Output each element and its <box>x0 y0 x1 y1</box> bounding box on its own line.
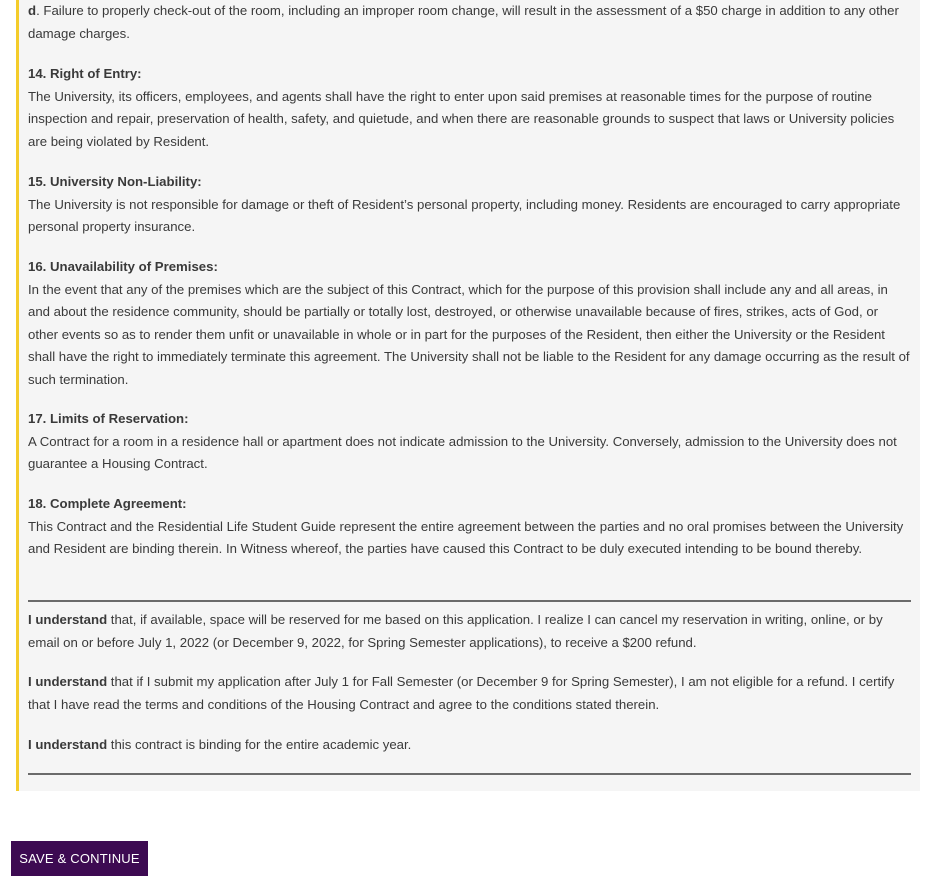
section-heading: 14. Right of Entry: <box>28 66 142 81</box>
section-body: The University is not responsible for damage or theft of Resident’s personal property, including money. Residents are encouraged to carry appropriate personal property insurance. <box>28 196 901 235</box>
section-body: In the event that any of the premises which are the subject of this Contract, which for the purpose of this provision shall include any and all areas, in and about the residence community, should be partially or totally lost, destroyed, or otherwise unavailable because of fires, strikes, acts of God, or other events so as to render them unfit or unavailable in whole or in part for the purposes of the Resident, then either the University or the Resident shall have the right to immediately terminate this agreement. The University shall not be liable to the Resident for any damage occurring as the result of such termination. <box>28 281 910 387</box>
contract-section-unavailability <box>28 256 911 392</box>
acknowledgement-refund <box>28 671 911 716</box>
acknowledgement-reservation <box>28 609 911 654</box>
contract-section-non-liability <box>28 171 911 239</box>
section-divider <box>28 600 911 602</box>
contract-section-right-of-entry <box>28 63 911 153</box>
section-heading: 18. Complete Agreement: <box>28 496 187 511</box>
contract-section-limits-of-reservation <box>28 408 911 476</box>
contract-terms-panel <box>16 0 920 791</box>
section-body: The University, its officers, employees, and agents shall have the right to enter upon said premises at reasonable times for the purpose of routine inspection and repair, preservation of health, safety, and quietude, and when there are reasonable grounds to suspect that laws or University policies are being violated by Resident. <box>28 88 895 149</box>
contract-section-complete-agreement <box>28 493 911 561</box>
acknowledgement-text: that if I submit my application after July 1 for Fall Semester (or December 9 for Spring Semester), I am not eligible for a refund. I certify that I have read the terms and conditions of the Housing Contract and agree to the conditions stated therein. <box>28 674 895 712</box>
section-divider <box>28 773 911 775</box>
section-body: This Contract and the Residential Life Student Guide represent the entire agreement between the parties and no oral promises between the University and Resident are binding therein. In Witness whereof, the parties have caused this Contract to be duly executed intending to be bound thereby. <box>28 518 904 557</box>
section-heading: 15. University Non-Liability: <box>28 174 202 189</box>
item-letter: d <box>28 3 37 18</box>
section-body: A Contract for a room in a residence hall or apartment does not indicate admission to the University. Conversely, admission to the University does not guarantee a Housing Contract. <box>28 433 897 472</box>
acknowledgement-lead: I understand <box>28 674 108 689</box>
save-and-continue-button[interactable]: SAVE & CONTINUE <box>11 841 148 876</box>
item-text: . Failure to properly check-out of the room, including an improper room change, will result in the assessment of a $50 charge in addition to any other damage charges. <box>28 3 899 41</box>
acknowledgement-lead: I understand <box>28 612 108 627</box>
acknowledgement-binding <box>28 734 911 757</box>
acknowledgement-lead: I understand <box>28 737 108 752</box>
contract-item-d <box>28 0 911 45</box>
section-heading: 16. Unavailability of Premises: <box>28 259 218 274</box>
section-heading: 17. Limits of Reservation: <box>28 411 189 426</box>
acknowledgement-text: this contract is binding for the entire academic year. <box>107 737 412 752</box>
acknowledgement-text: that, if available, space will be reserved for me based on this application. I realize I can cancel my reservation in writing, online, or by email on or before July 1, 2022 (or December 9, 2022, for Spring Semester applications), to receive a $200 refund. <box>28 612 883 650</box>
